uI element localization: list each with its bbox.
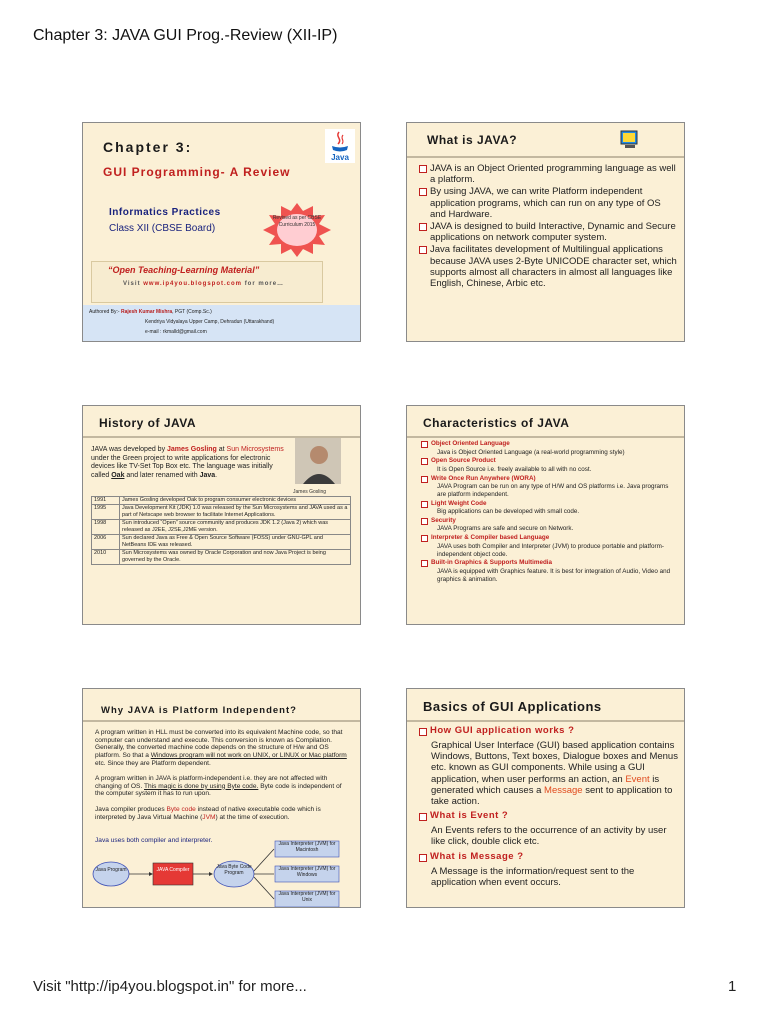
gui-list: How GUI application works ? Graphical User Interface (GUI) based application contains Windows, Buttons, Text boxes, Dialogue boxes and Menus etc. known as GUI components. While using a GUI application, when user performs an action, an Event is generated which causes a Message sent to application to take action. What is Event ? An Events refers to the occurrence of an activity by user like click, double click etc. What is Message ? A Message is the information/request sent to the application when event occurs. (419, 725, 679, 891)
slide-characteristics (406, 405, 685, 625)
gui-desc: Graphical User Interface (GUI) based application contains Windows, Buttons, Text boxes, Dialogue boxes and Menus etc. known as GUI components. While using a GUI application, when user performs an action, an Event is generated which causes a Message sent to application to take action. (431, 740, 678, 808)
slide-platform-independent (82, 688, 361, 908)
list-item: How GUI application works ? (419, 725, 679, 737)
list-item: Open Source Product (421, 457, 679, 466)
list-item: Object Oriented Language (421, 440, 679, 449)
characteristics-list: Object Oriented Language Java is Object Oriented Language (a real-world programming style) Open Source Product It is Open Source i.e. freely available to all with no cost. Write Once Run Anywhere (WORA) JAVA Program can be run on any type of H/W and OS platforms i.e. Java programs are platform independent. Light Weight Code Big applications can be developed with small code. Security JAVA Programs are safe and secure on Network. Interpreter & Compiler based Language JAVA uses both Compiler and Interpreter (JVM) to produce portable and platform-independent object code. Built-in Graphics & Supports Multimedia JAVA is equipped with Graphics feature. It is best for integration of Audio, Video and graphics & animation. (421, 440, 679, 584)
node-java-program: Java Program (95, 867, 127, 873)
slide-what-is-java (406, 122, 685, 342)
table-row: 2006 Sun declared Java as Free & Open Source Software (FOSS) under GNU-GPL and NetBeans IDE was released. (92, 535, 351, 550)
list-item: Light Weight Code (421, 500, 679, 509)
diagram-caption: Java uses both compiler and interpreter. (95, 837, 213, 844)
slide-title: History of JAVA (99, 416, 197, 430)
list-item: Java facilitates development of Multilingual applications because JAVA uses 2-Byte UNICODE character set, which supports almost all characters in almost all languages like English, Chinese, Arbic etc. (419, 244, 679, 289)
author-line: Authored By:- Rajesh Kumar Mishra, PGT (Comp.Sc.) (89, 309, 212, 315)
list-item: Interpreter & Compiler based Language (421, 534, 679, 543)
banner-quote: “Open Teaching-Learning Material” (108, 265, 260, 275)
table-row: 1991 James Gosling developed Oak to program consumer electronic devices (92, 497, 351, 505)
slide-history (82, 405, 361, 625)
paragraph-bytecode: A program written in JAVA is platform-independent i.e. they are not affected with changing of OS. This magic is done by using Byte code. Byte code is independent of the computer system it has to run upon. (95, 775, 342, 798)
node-jvm-mac: Java Interpreter (JVM) for Macintosh (278, 841, 336, 853)
history-table (91, 496, 351, 565)
page-footer: Visit "http://ip4you.blogspot.in" for more... (33, 978, 307, 995)
table-row: 1995 Java Development Kit (JDK) 1.0 was released by the Sun Microsystems and JAVA used as a part of Netscape web browser to facilitate Internet Applications. (92, 505, 351, 520)
slide-title: Characteristics of JAVA (423, 416, 570, 430)
blog-link[interactable]: www.ip4you.blogspot.com (143, 281, 243, 287)
paragraph-jvm: Java compiler produces Byte code instead of native executable code which is interpreted by Java Virtual Machine (JVM) at the time of execution. (95, 806, 321, 821)
table-row: 2010 Sun Microsystems was owned by Oracle Corporation and now Java Project is being governed by the Oracle. (92, 550, 351, 565)
course-name: Informatics Practices (109, 207, 221, 218)
page-number: 1 (728, 978, 737, 995)
revised-badge-text: Revised as per CBSE Curriculum 2015 (272, 215, 322, 228)
list-item: What is Event ? (419, 810, 679, 822)
author-box (83, 305, 361, 342)
java-logo-text: Java (331, 153, 349, 162)
chapter-title: Chapter 3: (103, 139, 193, 155)
java-logo-icon (325, 129, 355, 163)
list-item: Security (421, 517, 679, 526)
page-header: Chapter 3: JAVA GUI Prog.-Review (XII-IP) (33, 27, 338, 44)
node-jvm-windows: Java Interpreter (JVM) for Windows (278, 866, 336, 878)
banner-visit: Visit www.ip4you.blogspot.com for more… (123, 281, 285, 287)
list-item: JAVA is designed to build Interactive, Dynamic and Secure applications on network computer system. (419, 221, 679, 243)
starburst-badge-icon (263, 203, 331, 257)
node-java-compiler: JAVA Compiler (156, 867, 190, 873)
list-item: What is Message ? (419, 851, 679, 863)
slide-gui-basics (406, 688, 685, 908)
email-line: e-mail : rkmalld@gmail.com (145, 329, 207, 335)
slide-title: Basics of GUI Applications (423, 699, 602, 714)
james-gosling-photo (295, 438, 341, 484)
list-item: Write Once Run Anywhere (WORA) (421, 475, 679, 484)
slide-title: What is JAVA? (427, 133, 518, 147)
photo-caption: James Gosling (293, 489, 327, 495)
history-paragraph: JAVA was developed by James Gosling at Sun Microsystems under the Green project to write applications for electronic devices like TV-Set Top Box etc. The language was initially called Oak and later renamed with Java. (91, 446, 284, 479)
table-row: 1998 Sun introduced “Open” source community and produces JDK 1.2 (Java 2) which was released as J2EE, J2SE,J2ME version. (92, 520, 351, 535)
list-item: JAVA is an Object Oriented programming language as well a platform. (419, 163, 679, 185)
paragraph-compilation: A program written in HLL must be converted into its equivalent Machine code, so that computer can understand and execute. This conversion is known as Compilation. Generally, the converted machine code depends on the structure of H/w and OS platform. So that a Windows program will not work on UNIX, or LINUX or Mac platform etc. Since they are Platform dependent. (95, 729, 347, 767)
computer-icon (619, 129, 641, 151)
chapter-subtitle: GUI Programming- A Review (103, 165, 291, 179)
school-line: Kendriya Vidyalaya Upper Camp, Dehradun (Uttarakhand) (145, 319, 275, 325)
class-name: Class XII (CBSE Board) (109, 223, 216, 234)
slide-title: Why JAVA is Platform Independent? (101, 705, 297, 716)
node-byte-code: Java Byte Code Program (216, 864, 252, 876)
java-bullets (419, 163, 679, 290)
list-item: Built-in Graphics & Supports Multimedia (421, 559, 679, 568)
slide-title-page (82, 122, 361, 342)
node-jvm-unix: Java Interpreter (JVM) for Unix (278, 891, 336, 903)
list-item: By using JAVA, we can write Platform independent application programs, which can run on any type of OS and Hardware. (419, 186, 679, 220)
